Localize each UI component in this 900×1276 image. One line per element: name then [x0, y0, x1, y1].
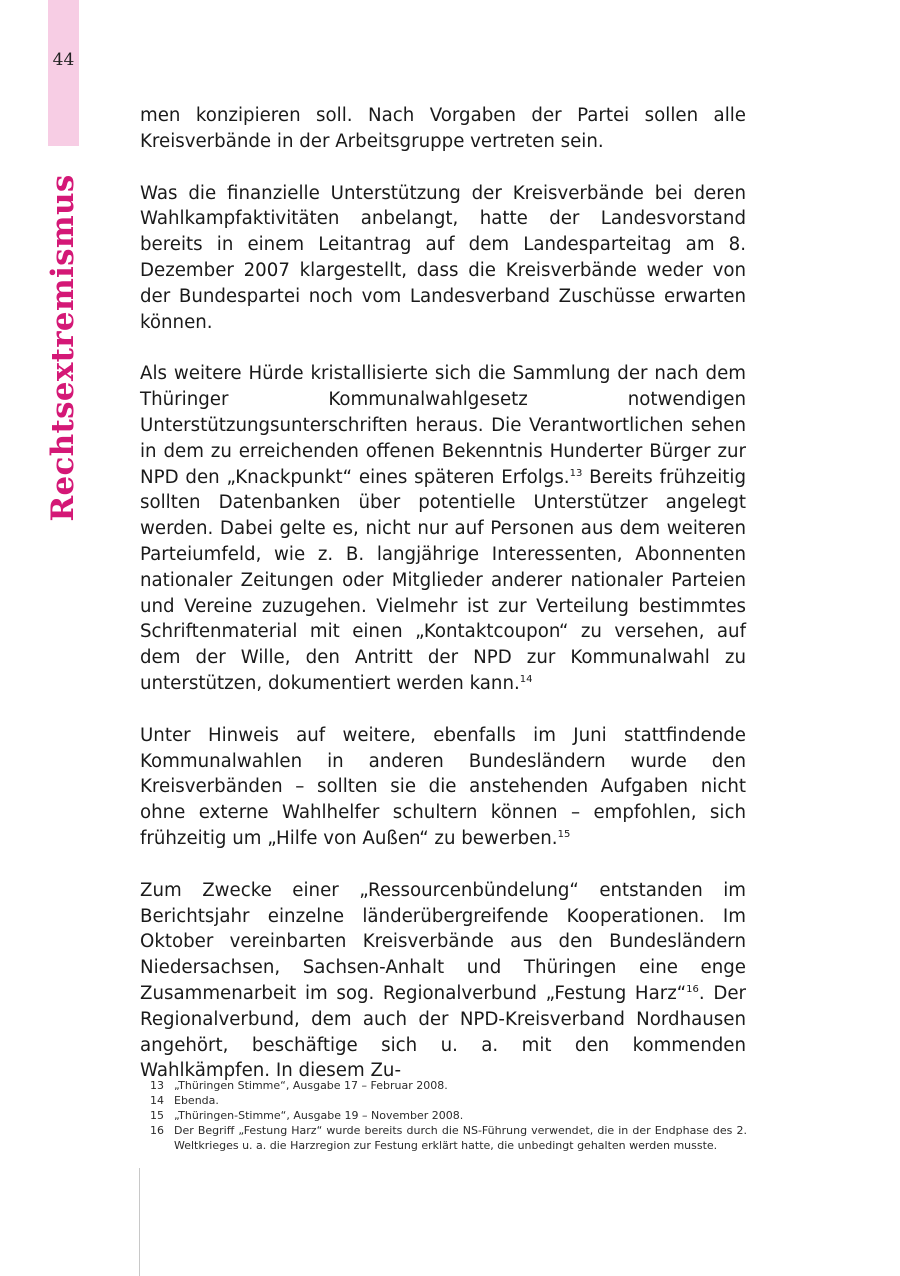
section-tab [48, 0, 79, 146]
footnote-ref: 15 [557, 828, 571, 840]
footnote: 14 Ebenda. [150, 1094, 219, 1107]
footnote-ref: 16 [686, 983, 699, 995]
paragraph: Unter Hinweis auf weitere, ebenfalls im Juni stattfindende Kommunalwahlen in anderen Bundesländern wurde den Kreisverbänden – sollten sie die anstehenden Aufgaben nicht ohne externe Wahlhelfer schultern können – empfohlen, sich frühzeitig um „Hilfe von Außen“ zu bewerben.$^{15}$ [140, 724, 746, 849]
footnote: 15 „Thüringen-Stimme“, Ausgabe 19 – November 2008. [150, 1109, 464, 1122]
footnote: 16 Der Begriff „Festung Harz“ wurde bereits durch die NS-Führung verwendet, die in der Endphase des 2. Weltkrieges u. a. die Harzregion zur Festung erklärt hatte, die unbedingt gehalten werden musste. [150, 1124, 747, 1152]
paragraph: Als weitere Hürde kristallisierte sich die Sammlung der nach dem Thüringer Kommunalwahlgesetz notwendigen Unterstützungsunterschriften heraus. Die Verantwortlichen sehen in dem zu erreichenden offenen Bekenntnis Hunderter Bürger zur NPD den „Knackpunkt“ eines späteren Erfolgs.$^{13}$ Bereits frühzeitig sollten Datenbanken über potentielle Unterstützer angelegt werden. Dabei gelte es, nicht nur auf Personen aus dem weiteren Parteiumfeld, wie z. B. langjährige Interessenten, Abonnenten nationaler Zeitungen oder Mitglieder anderer nationaler Parteien und Vereine zuzugehen. Vielmehr ist zur Verteilung bestimmtes Schriftenmaterial mit einen „Kontaktcoupon“ zu versehen, auf dem der Wille, den Antritt der NPD zur Kommunalwahl zu unterstützen, dokumentiert werden kann.$^{14}$ [140, 363, 747, 694]
footnotes [150, 1078, 747, 1153]
paragraph: Was die finanzielle Unterstützung der Kreisverbände bei deren Wahlkampfaktivitäten anbelangt, hatte der Landesvorstand bereits in einem Leitantrag auf dem Landesparteitag am 8. Dezember 2007 klargestellt, dass die Kreisverbände weder von der Bundespartei noch vom Landesverband Zuschüsse erwarten können. [140, 182, 746, 333]
footnote: 13 „Thüringen Stimme“, Ausgabe 17 – Februar 2008. [150, 1079, 448, 1092]
footnote-ref: 13 [569, 467, 583, 479]
paragraph: Zum Zwecke einer „Ressourcenbündelung“ entstanden im Berichtsjahr einzelne länderübergreifende Kooperationen. Im Oktober vereinbarten Kreisverbände aus den Bundesländern Niedersachsen, Sachsen-Anhalt und Thüringen eine enge Zusammenarbeit im sog. Regionalverbund „Festung Harz“$^{16}$. Der Regionalverbund, dem auch der NPD-Kreisverband Nordhausen angehört, beschäftige sich u. a. mit den kommenden Wahlkämpfen. In diesem Zu- [140, 879, 747, 1082]
footnote-ref: 14 [519, 673, 533, 685]
margin-rule [139, 1168, 140, 1276]
page-number: 44 [52, 50, 75, 70]
paragraph: men konzipieren soll. Nach Vorgaben der Partei sollen alle Kreisverbände in der Arbeitsgruppe vertreten sein. [140, 105, 746, 152]
section-title: Rechtsextremismus [45, 174, 81, 522]
body-text [140, 103, 746, 1110]
